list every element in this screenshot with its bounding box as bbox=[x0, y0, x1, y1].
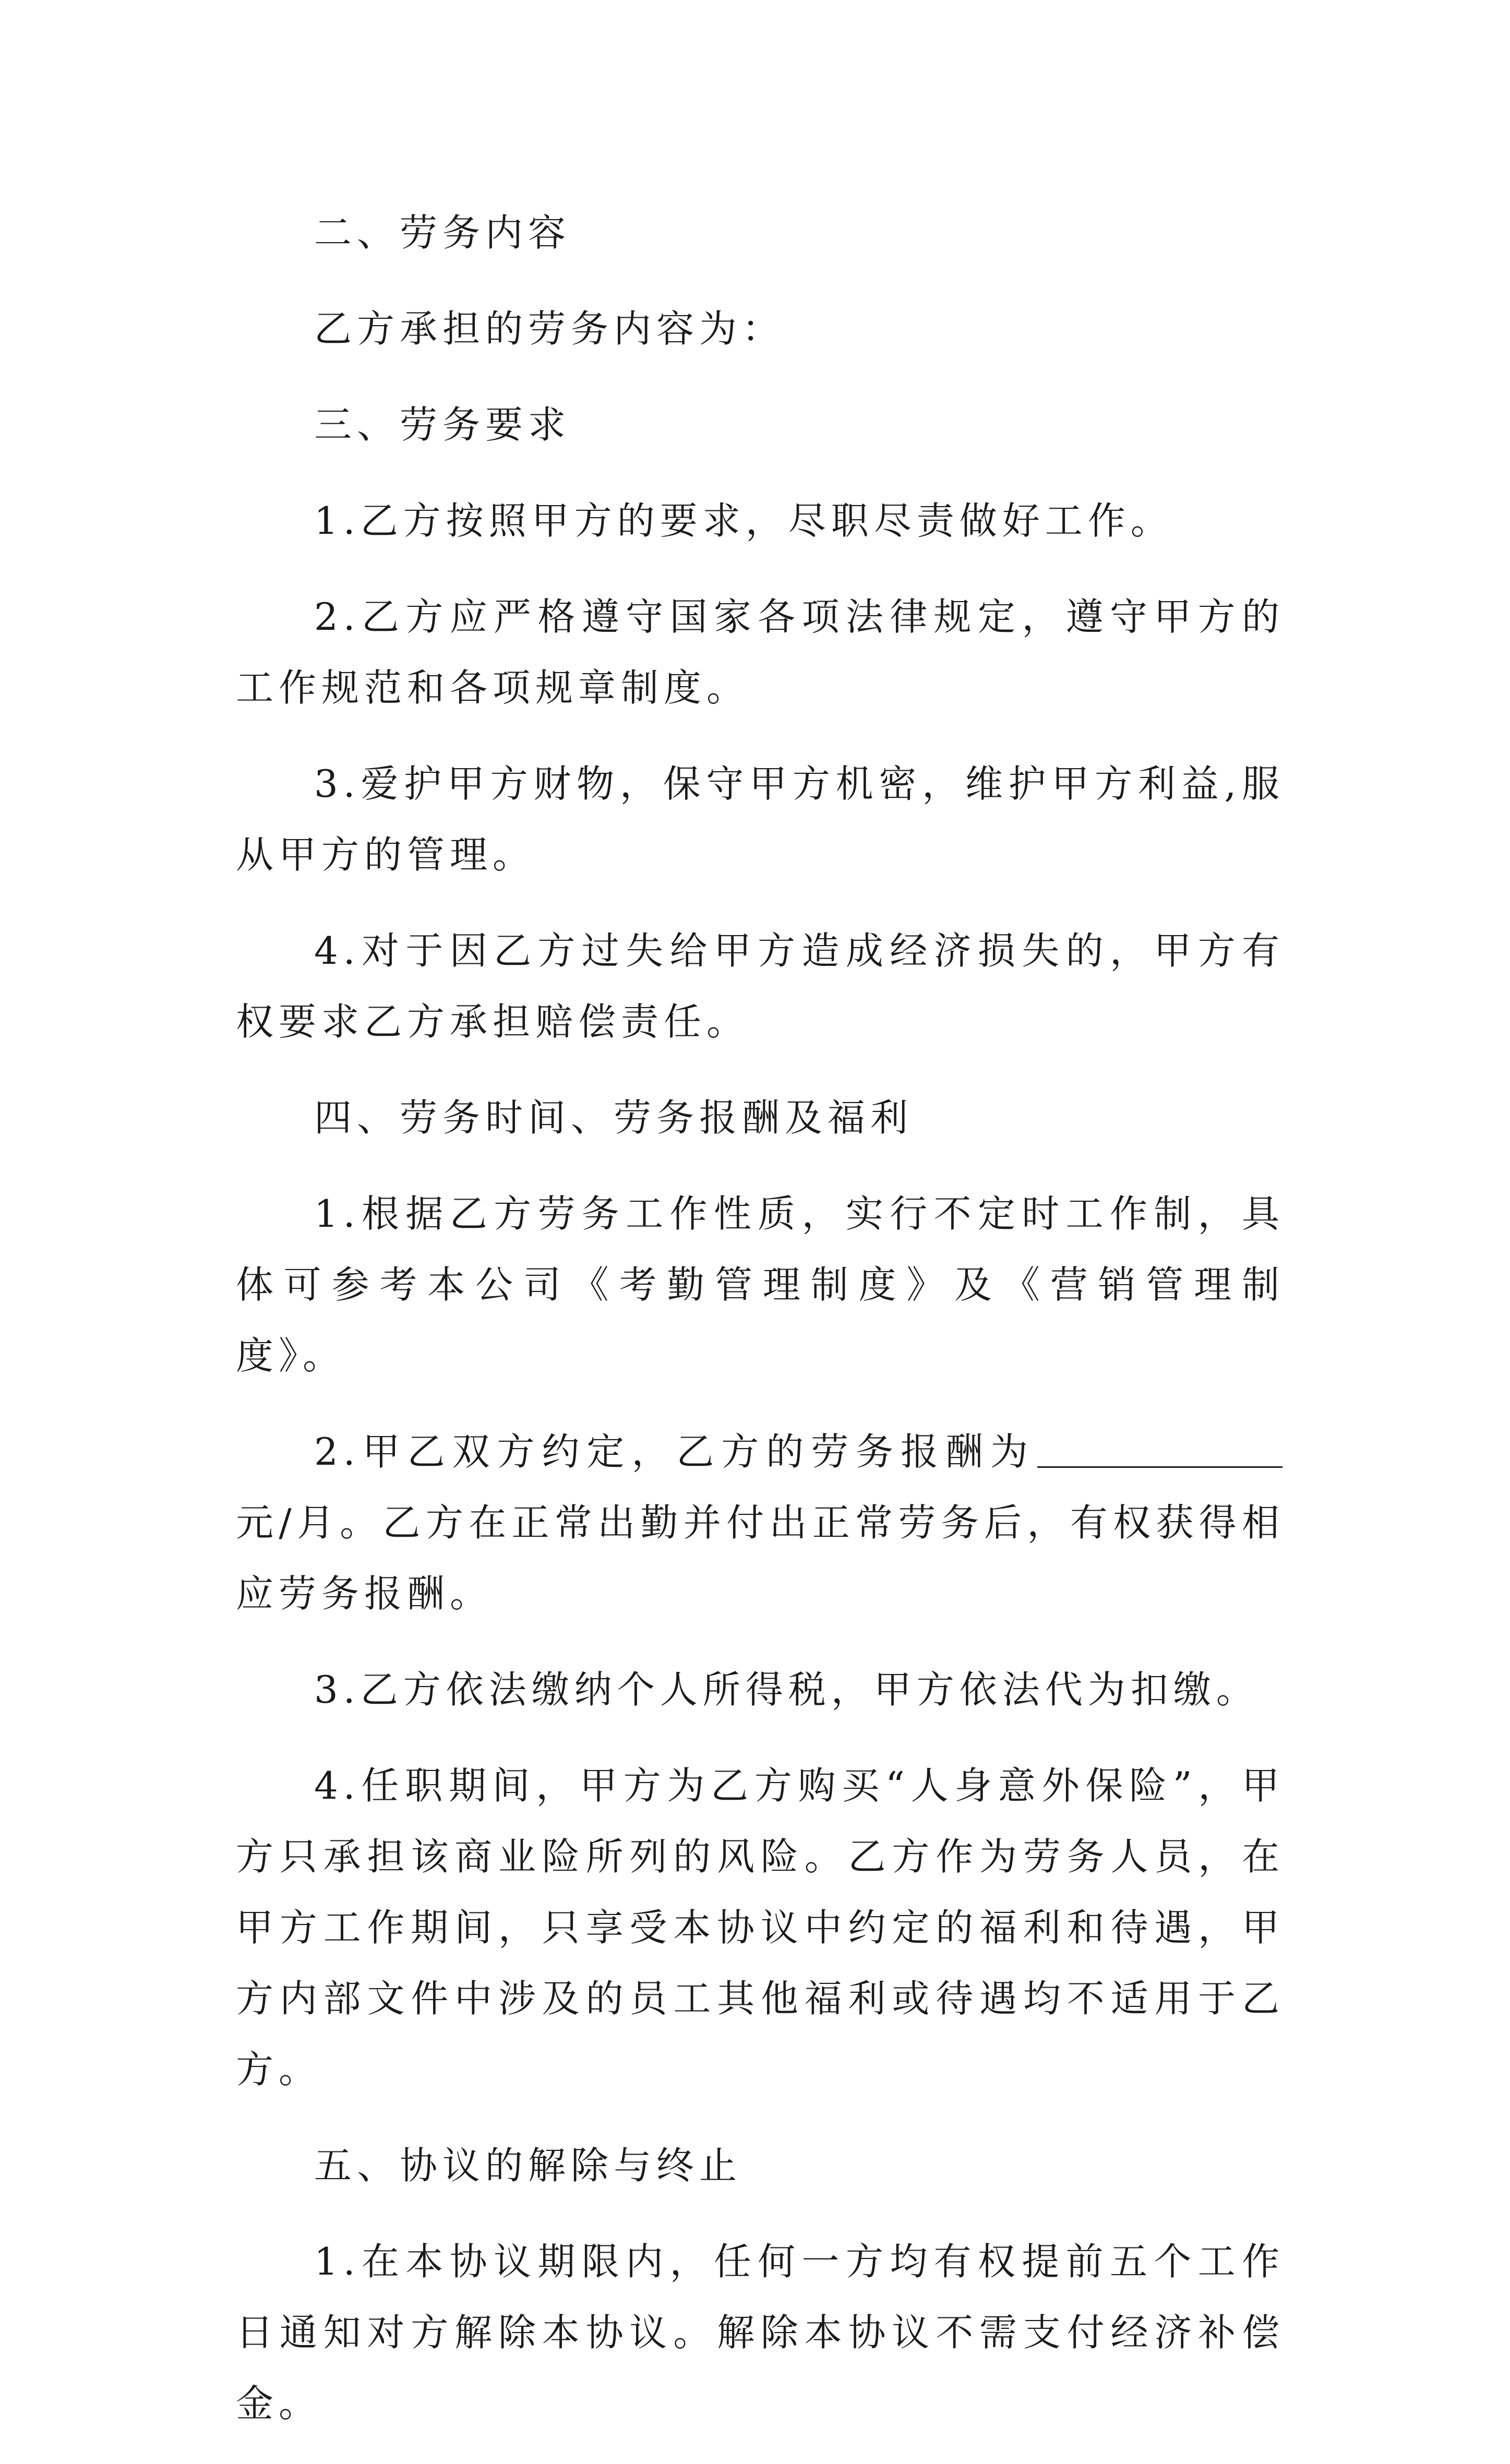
labor-content-statement: 乙方承担的劳务内容为： bbox=[314, 307, 785, 351]
benefit-item-3: 3.乙方依法缴纳个人所得税，甲方依法代为扣缴。 bbox=[314, 1668, 1259, 1712]
benefit-item-2-lead: 2.甲乙双方约定，乙方的劳务报酬为 bbox=[314, 1430, 1035, 1474]
requirement-item-1: 1.乙方按照甲方的要求，尽职尽责做好工作。 bbox=[314, 499, 1173, 543]
benefit-item-4: 4.任职期间，甲方为乙方购买“人身意外保险”，甲方只承担该商业险所列的风险。乙方作为劳务人员，在甲方工作期间，只享受本协议中约定的福利和待遇，甲方内部文件中涉及的员工其他福利或待遇均不适用于乙方。 bbox=[236, 1764, 1285, 2091]
section-heading-time-pay-benefits: 四、劳务时间、劳务报酬及福利 bbox=[314, 1096, 914, 1140]
benefit-item-2 bbox=[236, 1416, 1285, 1629]
document-body bbox=[236, 197, 1285, 2464]
requirement-item-2: 2.乙方应严格遵守国家各项法律规定，遵守甲方的工作规范和各项规章制度。 bbox=[236, 595, 1285, 710]
section-heading-labor-content: 二、劳务内容 bbox=[314, 211, 571, 255]
benefit-item-1: 1.根据乙方劳务工作性质，实行不定时工作制，具体可参考本公司《考勤管理制度》及《营销管理制度》。 bbox=[236, 1192, 1285, 1378]
termination-item-1: 1.在本协议期限内，任何一方均有权提前五个工作日通知对方解除本协议。解除本协议不需支付经济补偿金。 bbox=[236, 2240, 1285, 2425]
section-heading-termination: 五、协议的解除与终止 bbox=[314, 2144, 742, 2187]
pay-amount-blank bbox=[1037, 1429, 1283, 1468]
requirement-item-3: 3.爱护甲方财物，保守甲方机密，维护甲方利益,服从甲方的管理。 bbox=[236, 762, 1285, 877]
benefit-item-2-tail: 元/月。乙方在正常出勤并付出正常劳务后，有权获得相应劳务报酬。 bbox=[236, 1501, 1285, 1616]
section-heading-labor-requirements: 三、劳务要求 bbox=[314, 403, 571, 447]
requirement-item-4: 4.对于因乙方过失给甲方造成经济损失的，甲方有权要求乙方承担赔偿责任。 bbox=[236, 929, 1285, 1044]
